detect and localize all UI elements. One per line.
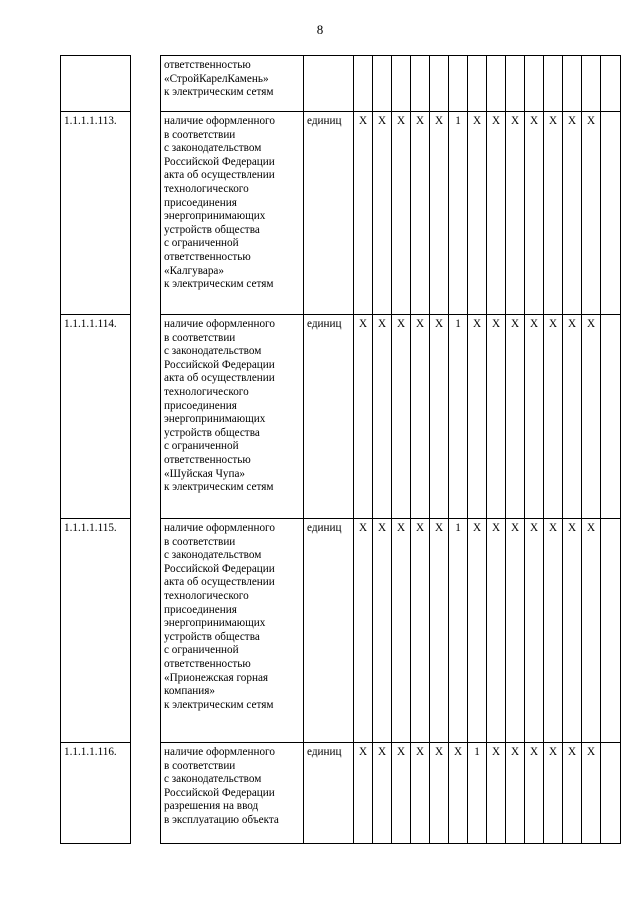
row-code: 1.1.1.1.113.: [61, 112, 131, 315]
row-code: 1.1.1.1.116.: [61, 743, 131, 844]
description-line: наличие оформленного: [164, 522, 275, 534]
description-line: энергопринимающих: [164, 210, 266, 223]
row-mark-cell: X: [392, 315, 411, 519]
row-unit: единиц: [304, 519, 354, 743]
row-mark-cell: [392, 56, 411, 112]
description-line: акта об осуществлении: [164, 169, 275, 182]
row-code: 1.1.1.1.114.: [61, 315, 131, 519]
description-line: технологического: [164, 589, 249, 602]
description-line: с законодательством: [164, 345, 262, 358]
row-mark-cell: X: [430, 112, 449, 315]
description-line: «СтройКарелКамень»: [164, 72, 269, 85]
table-body: [61, 56, 621, 844]
table-row: [61, 56, 621, 112]
description-line: присоединения: [164, 399, 237, 412]
table-row: [61, 112, 621, 315]
row-mark-cell: X: [525, 315, 544, 519]
description-line: в соответствии: [164, 535, 236, 548]
description-line: присоединения: [164, 196, 237, 209]
table-row: [61, 519, 621, 743]
row-mark-cell: X: [487, 112, 506, 315]
description-line: ответственностью: [164, 59, 251, 71]
description-line: устройств общества: [164, 630, 260, 643]
column-gap: [131, 112, 161, 315]
row-mark-cell: X: [525, 112, 544, 315]
row-mark-cell: [525, 56, 544, 112]
description-line: с ограниченной: [164, 644, 239, 657]
row-mark-cell: [601, 315, 621, 519]
row-mark-cell: X: [487, 519, 506, 743]
row-mark-cell: [601, 519, 621, 743]
description-line: энергопринимающих: [164, 413, 266, 426]
row-description: [161, 112, 304, 315]
description-line: с законодательством: [164, 142, 262, 155]
row-mark-cell: X: [487, 315, 506, 519]
row-unit: единиц: [304, 743, 354, 844]
description-line: с законодательством: [164, 549, 262, 562]
row-mark-cell: X: [373, 112, 392, 315]
row-mark-cell: X: [544, 743, 563, 844]
row-mark-cell: [601, 112, 621, 315]
description-line: «Калгувара»: [164, 264, 224, 277]
description-line: ответственностью: [164, 250, 251, 263]
description-line: компания»: [164, 685, 215, 698]
row-mark-cell: X: [506, 315, 525, 519]
row-mark-cell: X: [506, 112, 525, 315]
description-line: разрешения на ввод: [164, 800, 259, 813]
row-mark-cell: X: [487, 743, 506, 844]
row-mark-cell: X: [354, 519, 373, 743]
description-line: ответственностью: [164, 453, 251, 466]
description-line: в соответствии: [164, 759, 236, 772]
row-mark-cell: X: [354, 112, 373, 315]
row-mark-cell: X: [411, 743, 430, 844]
row-mark-cell: X: [582, 315, 601, 519]
page-number: 8: [316, 22, 324, 37]
row-mark-cell: X: [525, 743, 544, 844]
row-mark-cell: X: [354, 743, 373, 844]
row-description: [161, 743, 304, 844]
description-line: наличие оформленного: [164, 318, 275, 330]
row-description: [161, 519, 304, 743]
row-mark-cell: [601, 56, 621, 112]
row-mark-cell: X: [430, 519, 449, 743]
row-mark-cell: [601, 743, 621, 844]
row-mark-cell: X: [544, 112, 563, 315]
row-mark-cell: 1: [468, 743, 487, 844]
table-row: [61, 315, 621, 519]
row-description: [161, 315, 304, 519]
row-mark-cell: [468, 56, 487, 112]
row-description: [161, 56, 304, 112]
row-mark-cell: [430, 56, 449, 112]
row-mark-cell: X: [430, 743, 449, 844]
description-line: с законодательством: [164, 773, 262, 786]
column-gap: [131, 315, 161, 519]
row-unit: единиц: [304, 112, 354, 315]
row-mark-cell: X: [449, 743, 468, 844]
description-line: с ограниченной: [164, 440, 239, 453]
description-line: акта об осуществлении: [164, 372, 275, 385]
description-line: в соответствии: [164, 331, 236, 344]
row-mark-cell: [582, 56, 601, 112]
row-unit: единиц: [304, 315, 354, 519]
description-line: устройств общества: [164, 223, 260, 236]
row-code: [61, 56, 131, 112]
column-gap: [131, 743, 161, 844]
row-mark-cell: X: [525, 519, 544, 743]
row-mark-cell: X: [468, 315, 487, 519]
row-mark-cell: [373, 56, 392, 112]
description-line: технологического: [164, 182, 249, 195]
description-line: к электрическим сетям: [164, 481, 274, 494]
column-gap: [131, 519, 161, 743]
description-line: устройств общества: [164, 426, 260, 439]
row-mark-cell: X: [411, 315, 430, 519]
row-mark-cell: X: [468, 519, 487, 743]
row-mark-cell: X: [373, 519, 392, 743]
row-mark-cell: [487, 56, 506, 112]
row-mark-cell: X: [582, 743, 601, 844]
row-mark-cell: X: [506, 743, 525, 844]
row-mark-cell: [449, 56, 468, 112]
row-mark-cell: 1: [449, 519, 468, 743]
row-mark-cell: X: [411, 112, 430, 315]
row-mark-cell: X: [563, 743, 582, 844]
description-line: к электрическим сетям: [164, 86, 274, 99]
column-gap: [131, 56, 161, 112]
row-mark-cell: X: [563, 112, 582, 315]
row-mark-cell: X: [373, 315, 392, 519]
row-mark-cell: 1: [449, 315, 468, 519]
row-mark-cell: 1: [449, 112, 468, 315]
row-mark-cell: X: [354, 315, 373, 519]
row-mark-cell: [544, 56, 563, 112]
description-line: «Шуйская Чупа»: [164, 467, 246, 480]
row-mark-cell: X: [392, 519, 411, 743]
row-mark-cell: [411, 56, 430, 112]
description-line: в эксплуатацию объекта: [164, 813, 279, 826]
description-line: энергопринимающих: [164, 617, 266, 630]
indicators-table: [60, 55, 621, 844]
description-line: наличие оформленного: [164, 115, 275, 127]
row-mark-cell: X: [430, 315, 449, 519]
row-mark-cell: [354, 56, 373, 112]
description-line: к электрическим сетям: [164, 698, 274, 711]
row-mark-cell: X: [392, 743, 411, 844]
description-line: с ограниченной: [164, 237, 239, 250]
row-mark-cell: X: [563, 315, 582, 519]
description-line: Российской Федерации: [164, 358, 275, 371]
row-code: 1.1.1.1.115.: [61, 519, 131, 743]
description-line: «Прионежская горная: [164, 671, 269, 684]
row-unit: [304, 56, 354, 112]
row-mark-cell: [563, 56, 582, 112]
row-mark-cell: X: [582, 519, 601, 743]
row-mark-cell: X: [373, 743, 392, 844]
row-mark-cell: X: [411, 519, 430, 743]
description-line: к электрическим сетям: [164, 278, 274, 291]
description-line: присоединения: [164, 603, 237, 616]
description-line: Российской Федерации: [164, 786, 275, 799]
row-mark-cell: X: [582, 112, 601, 315]
row-mark-cell: X: [544, 315, 563, 519]
description-line: акта об осуществлении: [164, 576, 275, 589]
description-line: Российской Федерации: [164, 562, 275, 575]
table-row: [61, 743, 621, 844]
description-line: ответственностью: [164, 657, 251, 670]
row-mark-cell: [506, 56, 525, 112]
description-line: в соответствии: [164, 128, 236, 141]
row-mark-cell: X: [544, 519, 563, 743]
row-mark-cell: X: [506, 519, 525, 743]
row-mark-cell: X: [563, 519, 582, 743]
description-line: Российской Федерации: [164, 155, 275, 168]
description-line: наличие оформленного: [164, 746, 275, 758]
row-mark-cell: X: [468, 112, 487, 315]
row-mark-cell: X: [392, 112, 411, 315]
description-line: технологического: [164, 385, 249, 398]
